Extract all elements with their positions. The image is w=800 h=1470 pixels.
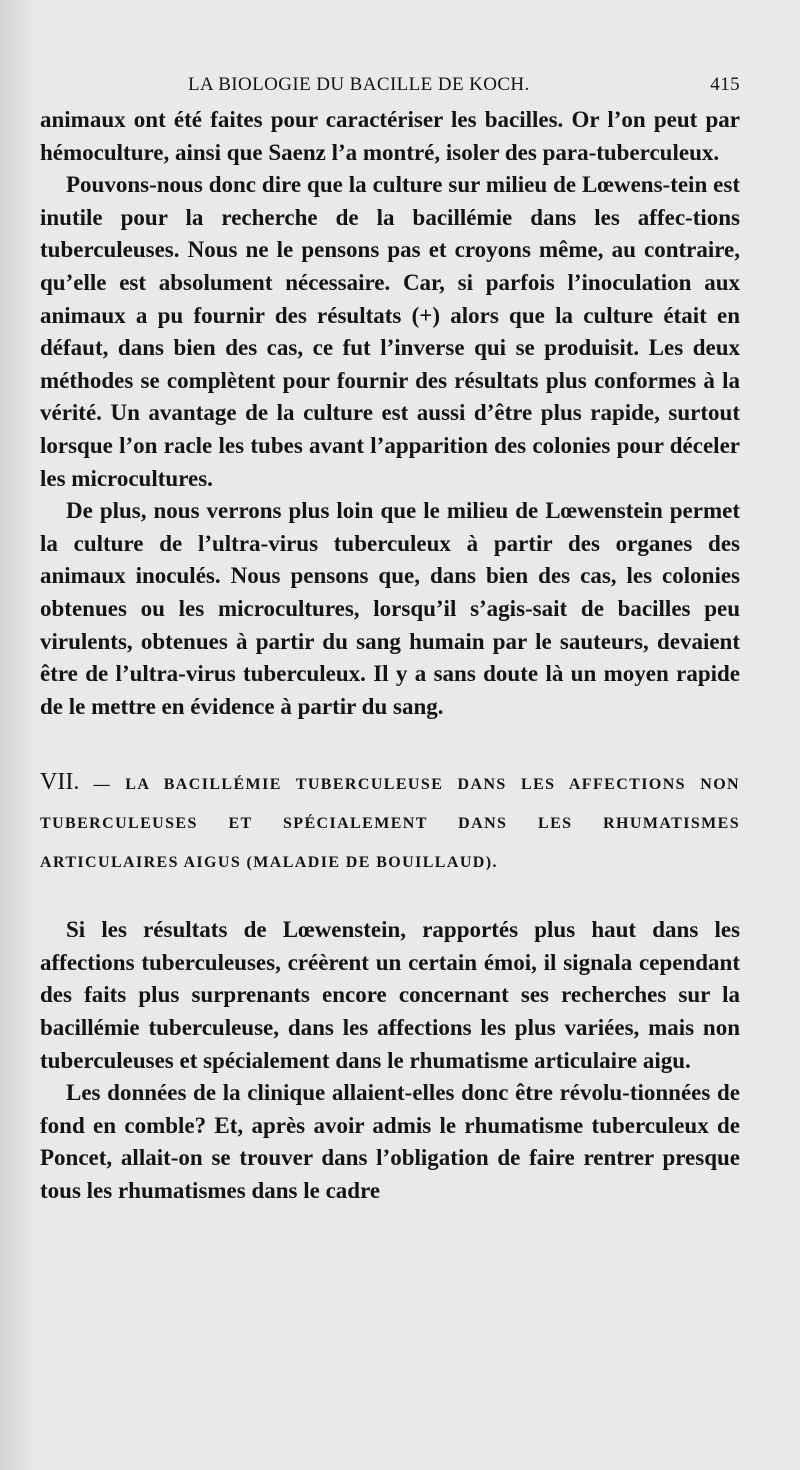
section-title: — LA BACILLÉMIE TUBERCULEUSE DANS LES AFFECTIONS NON TUBERCULEUSES ET SPÉCIALEMENT DANS LES RHUMATISMES ARTICULAIRES AIGUS (MALADIE DE BOUILLAUD). bbox=[40, 776, 741, 872]
paragraph: De plus, nous verrons plus loin que le milieu de Lœwenstein permet la culture de l’ultra-virus tuberculeux à partir des organes des animaux inoculés. Nous pensons que, dans bien des cas, les colonies obtenues ou les microcultures, lorsqu’il s’agis-sait de bacilles peu virulents, obtenues à partir du sang humain par le sauteurs, devaient être de l’ultra-virus tuberculeux. Il y a sans doute là un moyen rapide de le mettre en évidence à partir du sang. bbox=[40, 498, 740, 719]
section-number: VII. bbox=[40, 769, 80, 796]
running-title: LA BIOLOGIE DU BACILLE DE KOCH. bbox=[188, 74, 530, 95]
paragraph: Les données de la clinique allaient-elles donc être révolu-tionnées de fond en comble? Et, après avoir admis le rhumatisme tuberculeux de Poncet, allait-on se trouver dans l’obligation de faire rentrer presque tous les rhumatismes dans le cadre bbox=[40, 1080, 740, 1204]
section-heading bbox=[40, 763, 740, 882]
paragraph: Si les résultats de Lœwenstein, rapportés plus haut dans les affections tuberculeuses, créèrent un certain émoi, il signala cependant des faits plus surprenants encore concernant ses recherches sur la bacillémie tuberculeuse, dans les affections les plus variées, mais non tuberculeuses et spécialement dans le rhumatisme articulaire aigu. bbox=[40, 917, 740, 1073]
body-text-top bbox=[40, 104, 740, 723]
scan-edge-shadow bbox=[0, 0, 36, 1470]
paragraph: Pouvons-nous donc dire que la culture sur milieu de Lœwens-tein est inutile pour la recherche de la bacillémie dans les affec-tions tuberculeuses. Nous ne le pensons pas et croyons même, au contraire, qu’elle est absolument nécessaire. Car, si parfois l’inoculation aux animaux a pu fournir des résultats (+) alors que la culture était en défaut, dans bien des cas, ce fut l’inverse qui se produisit. Les deux méthodes se complètent pour fournir des résultats plus conformes à la vérité. Un avantage de la culture est aussi d’être plus rapide, surtout lorsque l’on racle les tubes avant l’apparition des colonies pour déceler les microcultures. bbox=[40, 172, 740, 491]
page-number: 415 bbox=[710, 74, 740, 95]
running-head bbox=[40, 70, 740, 104]
body-text-bottom bbox=[40, 914, 740, 1207]
paragraph: animaux ont été faites pour caractériser les bacilles. Or l’on peut par hémoculture, ainsi que Saenz l’a montré, isoler des para-tuberculeux. bbox=[40, 107, 740, 165]
book-page bbox=[40, 70, 740, 1208]
